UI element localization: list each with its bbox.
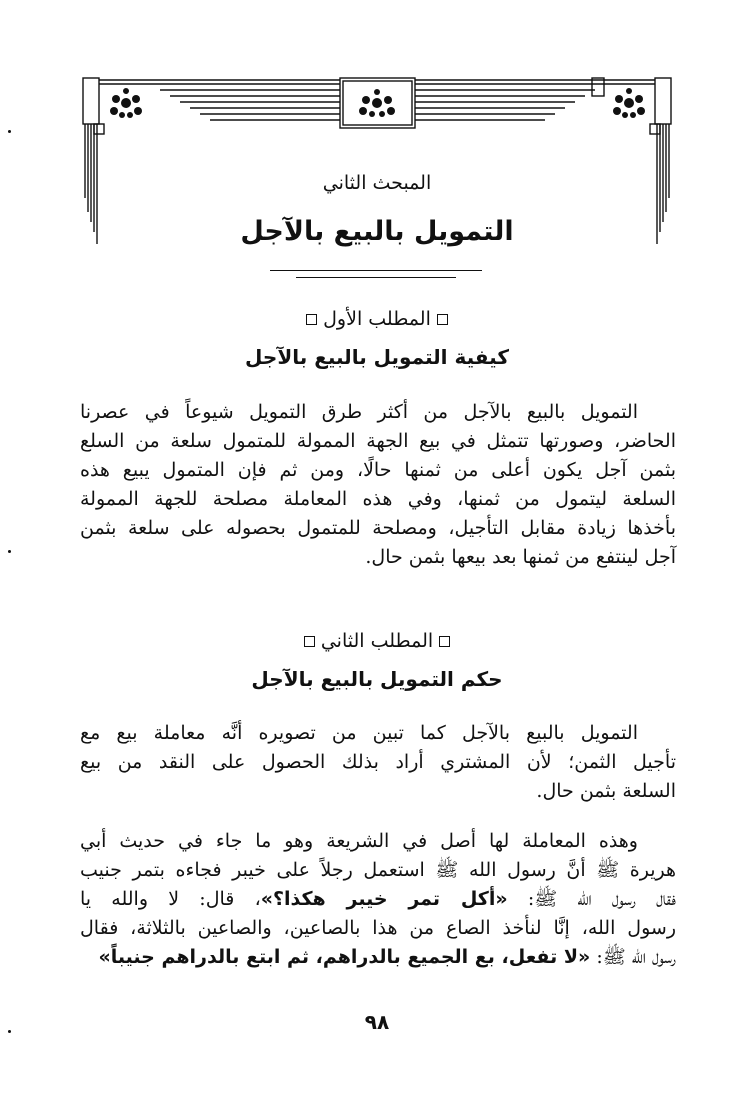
text-line: فقال رسول الله ﷺ: «أكل تمر خيبر هكذا؟»، قال: لا والله يا [80,888,676,910]
text-line: بأخذها زيادة مقابل التأجيل، ومصلحة للمتمول بحصوله على سلعة بثمن [80,517,676,539]
text-line: رسول الله، إنَّا لنأخذ الصاع من هذا بالصاعين، والصاعين بالثلاثة، فقال [80,917,676,939]
square-bullet-icon [304,636,315,647]
page-number: ٩٨ [364,1010,390,1034]
section2-paragraph-2 [80,827,676,972]
text-line: الحاضر، وصورتها تتمثل في بيع الجهة الممولة للمتمول سلعة من السلع [80,430,676,452]
section2-paragraph-1 [80,719,676,806]
text-line: التمويل بالبيع بالآجل كما تبين من تصويره أنَّه معاملة بيع مع [80,722,638,744]
text-line: وهذه المعاملة لها أصل في الشريعة وهو ما جاء في حديث أبي [80,830,638,852]
section1-title: كيفية التمويل بالبيع بالآجل [245,345,509,369]
square-bullet-icon [439,636,450,647]
text-line: بثمن آجل يكون أعلى من ثمنها حالًا، ومن ثم فإن المتمول يبيع هذه [80,459,676,481]
section1-label: المطلب الأول [0,308,754,330]
chapter-label: المبحث الثاني [322,172,432,194]
section1-paragraph [80,398,676,572]
hadith-quote: «لا تفعل، بع الجميع بالدراهم، ثم ابتع بالدراهم جنيباً» [98,946,591,968]
square-bullet-icon [306,314,317,325]
chapter-title: التمويل بالبيع بالآجل [240,216,514,247]
text-line: آجل لينتفع من ثمنها بعد بيعها بثمن حال. [365,546,676,568]
text-line: السلعة بثمن حال. [536,780,676,802]
scan-speck [8,130,11,133]
text-line: رسول الله ﷺ: «لا تفعل، بع الجميع بالدراهم، ثم ابتع بالدراهم جنيباً» [98,946,676,968]
hadith-quote: «أكل تمر خيبر هكذا؟» [260,888,508,910]
square-bullet-icon [437,314,448,325]
title-underline [270,270,482,271]
text-line: تأجيل الثمن؛ لأن المشتري أراد بذلك الحصول على النقد من بيع [80,751,676,773]
title-underline-short [296,277,456,278]
text-line: التمويل بالبيع بالآجل من أكثر طرق التمويل شيوعاً في عصرنا [80,401,638,423]
section2-title: حكم التمويل بالبيع بالآجل [251,667,503,691]
text-line: هريرة ﷺ أنَّ رسول الله ﷺ استعمل رجلاً على خيبر فجاءه بتمر جنيب [80,859,676,881]
scan-speck [8,550,11,553]
text-line: السلعة ليتمول من ثمنها، وفي هذه المعاملة مصلحة للجهة الممولة [80,488,676,510]
scan-speck [8,1030,11,1033]
ornamental-header-frame [0,0,754,300]
section2-label: المطلب الثاني [0,630,754,652]
